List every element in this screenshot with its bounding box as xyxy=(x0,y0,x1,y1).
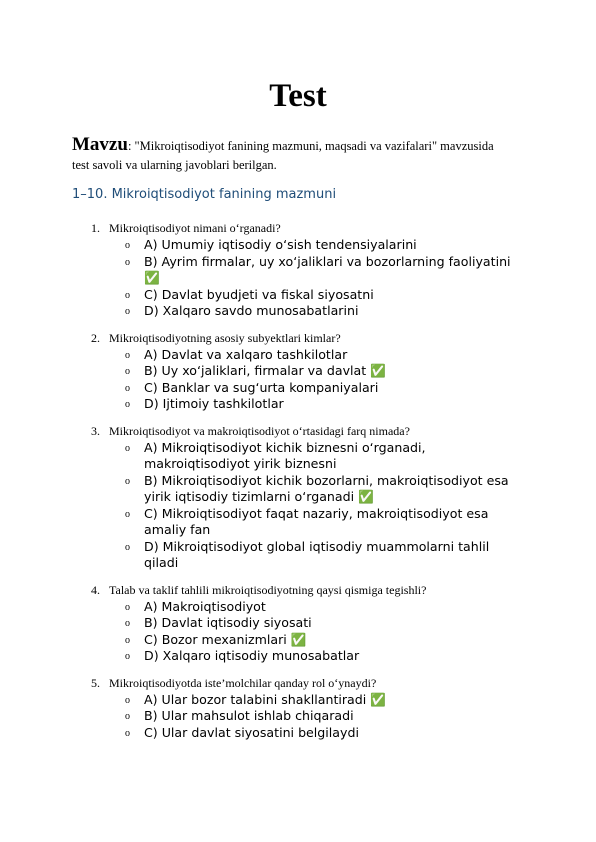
question-text: Mikroiqtisodiyotda iste’molchilar qanday rol o‘ynaydi? xyxy=(109,675,377,690)
answer-option xyxy=(0,287,596,304)
circle-bullet-icon: o xyxy=(125,306,130,317)
answer-options xyxy=(0,237,596,320)
answer-option xyxy=(0,473,596,506)
answer-option-text: B) Uy xo‘jaliklari, firmalar va davlat ✅ xyxy=(144,363,386,378)
intro-paragraph xyxy=(72,135,512,175)
answer-option-text: D) Xalqaro iqtisodiy munosabatlar xyxy=(144,648,360,663)
question-item xyxy=(0,675,596,742)
answer-options xyxy=(0,440,596,572)
question-item xyxy=(0,220,596,320)
question-item xyxy=(0,330,596,413)
circle-bullet-icon: o xyxy=(125,651,130,662)
answer-option xyxy=(0,725,596,742)
answer-options xyxy=(0,347,596,413)
question-number: 4. xyxy=(91,582,100,597)
circle-bullet-icon: o xyxy=(125,366,130,377)
answer-option xyxy=(0,396,596,413)
answer-option xyxy=(0,692,596,709)
circle-bullet-icon: o xyxy=(125,399,130,410)
answer-option-text: A) Davlat va xalqaro tashkilotlar xyxy=(144,346,348,362)
answer-option-text: C) Banklar va sug‘urta kompaniyalari xyxy=(144,379,379,395)
answer-option xyxy=(0,380,596,397)
answer-option-text: A) Umumiy iqtisodiy o‘sish tendensiyalarini xyxy=(144,237,417,252)
answer-option-text: A) Ular bozor talabini shakllantiradi ✅ xyxy=(144,691,386,707)
answer-option-text: C) Ular davlat siyosatini belgilaydi xyxy=(144,724,359,740)
answer-option-text: C) Davlat byudjeti va fiskal siyosatni xyxy=(144,286,374,302)
answer-option-text: B) Ular mahsulot ishlab chiqaradi xyxy=(144,708,354,723)
answer-option-text: C) Bozor mexanizmlari ✅ xyxy=(144,631,307,647)
question-text: Mikroiqtisodiyot nimani o‘rganadi? xyxy=(109,221,281,235)
answer-option-text: D) Xalqaro savdo munosabatlarini xyxy=(144,303,359,318)
answer-option-text: D) Ijtimoiy tashkilotlar xyxy=(144,396,284,411)
section-heading: 1–10. Mikroiqtisodiyot fanining mazmuni xyxy=(72,187,337,202)
answer-option xyxy=(0,615,596,632)
answer-option-text: A) Mikroiqtisodiyot kichik biznesni o‘rganadi, makroiqtisodiyot yirik biznesni xyxy=(144,439,426,471)
circle-bullet-icon: o xyxy=(125,442,130,454)
circle-bullet-icon: o xyxy=(125,727,130,739)
answer-option xyxy=(0,254,596,287)
answer-options xyxy=(0,692,596,742)
circle-bullet-icon: o xyxy=(125,601,130,613)
answer-option-text: C) Mikroiqtisodiyot faqat nazariy, makroiqtisodiyot esa amaliy fan xyxy=(144,505,489,537)
circle-bullet-icon: o xyxy=(125,475,130,487)
answer-option xyxy=(0,303,596,320)
answer-option-text: B) Mikroiqtisodiyot kichik bozorlarni, makroiqtisodiyot esa yirik iqtisodiy tizimlarni o‘rganadi ✅ xyxy=(144,472,509,504)
answer-options xyxy=(0,599,596,665)
answer-option xyxy=(0,237,596,254)
answer-option xyxy=(0,539,596,572)
circle-bullet-icon: o xyxy=(125,382,130,394)
answer-option xyxy=(0,599,596,616)
circle-bullet-icon: o xyxy=(125,349,130,361)
question-number: 2. xyxy=(91,330,100,345)
question-number: 5. xyxy=(91,675,100,690)
question-item xyxy=(0,423,596,572)
circle-bullet-icon: o xyxy=(125,256,130,268)
question-text: Mikroiqtisodiyot va makroiqtisodiyot o‘rtasidagi farq nimada? xyxy=(109,423,410,438)
question-text: Talab va taklif tahlili mikroiqtisodiyotning qaysi qismiga tegishli? xyxy=(109,582,427,597)
intro-text: "Mikroiqtisodiyot fanining mazmuni, maqsadi va vazifalari" mavzusida test savoli va ularning javoblari berilgan. xyxy=(72,139,494,172)
circle-bullet-icon: o xyxy=(125,618,130,629)
question-number: 3. xyxy=(91,423,100,438)
circle-bullet-icon: o xyxy=(125,240,130,251)
circle-bullet-icon: o xyxy=(125,508,130,520)
circle-bullet-icon: o xyxy=(125,711,130,722)
answer-option xyxy=(0,708,596,725)
question-list xyxy=(0,220,596,751)
intro-colon: : xyxy=(127,139,132,153)
answer-option-text: B) Ayrim firmalar, uy xo‘jaliklari va bozorlarning faoliyatini ✅ xyxy=(144,253,511,285)
intro-label: Mavzu xyxy=(72,134,128,155)
answer-option xyxy=(0,440,596,473)
circle-bullet-icon: o xyxy=(125,541,130,553)
question-number: 1. xyxy=(91,221,100,235)
circle-bullet-icon: o xyxy=(125,634,130,646)
answer-option-text: B) Davlat iqtisodiy siyosati xyxy=(144,615,312,630)
circle-bullet-icon: o xyxy=(125,694,130,706)
answer-option xyxy=(0,347,596,364)
circle-bullet-icon: o xyxy=(125,289,130,301)
answer-option xyxy=(0,648,596,665)
answer-option xyxy=(0,363,596,380)
answer-option xyxy=(0,506,596,539)
question-item xyxy=(0,582,596,665)
answer-option xyxy=(0,632,596,649)
answer-option-text: A) Makroiqtisodiyot xyxy=(144,598,266,614)
answer-option-text: D) Mikroiqtisodiyot global iqtisodiy muammolarni tahlil qiladi xyxy=(144,538,490,570)
document-title: Test xyxy=(269,78,327,114)
question-text: Mikroiqtisodiyotning asosiy subyektlari kimlar? xyxy=(109,330,341,345)
